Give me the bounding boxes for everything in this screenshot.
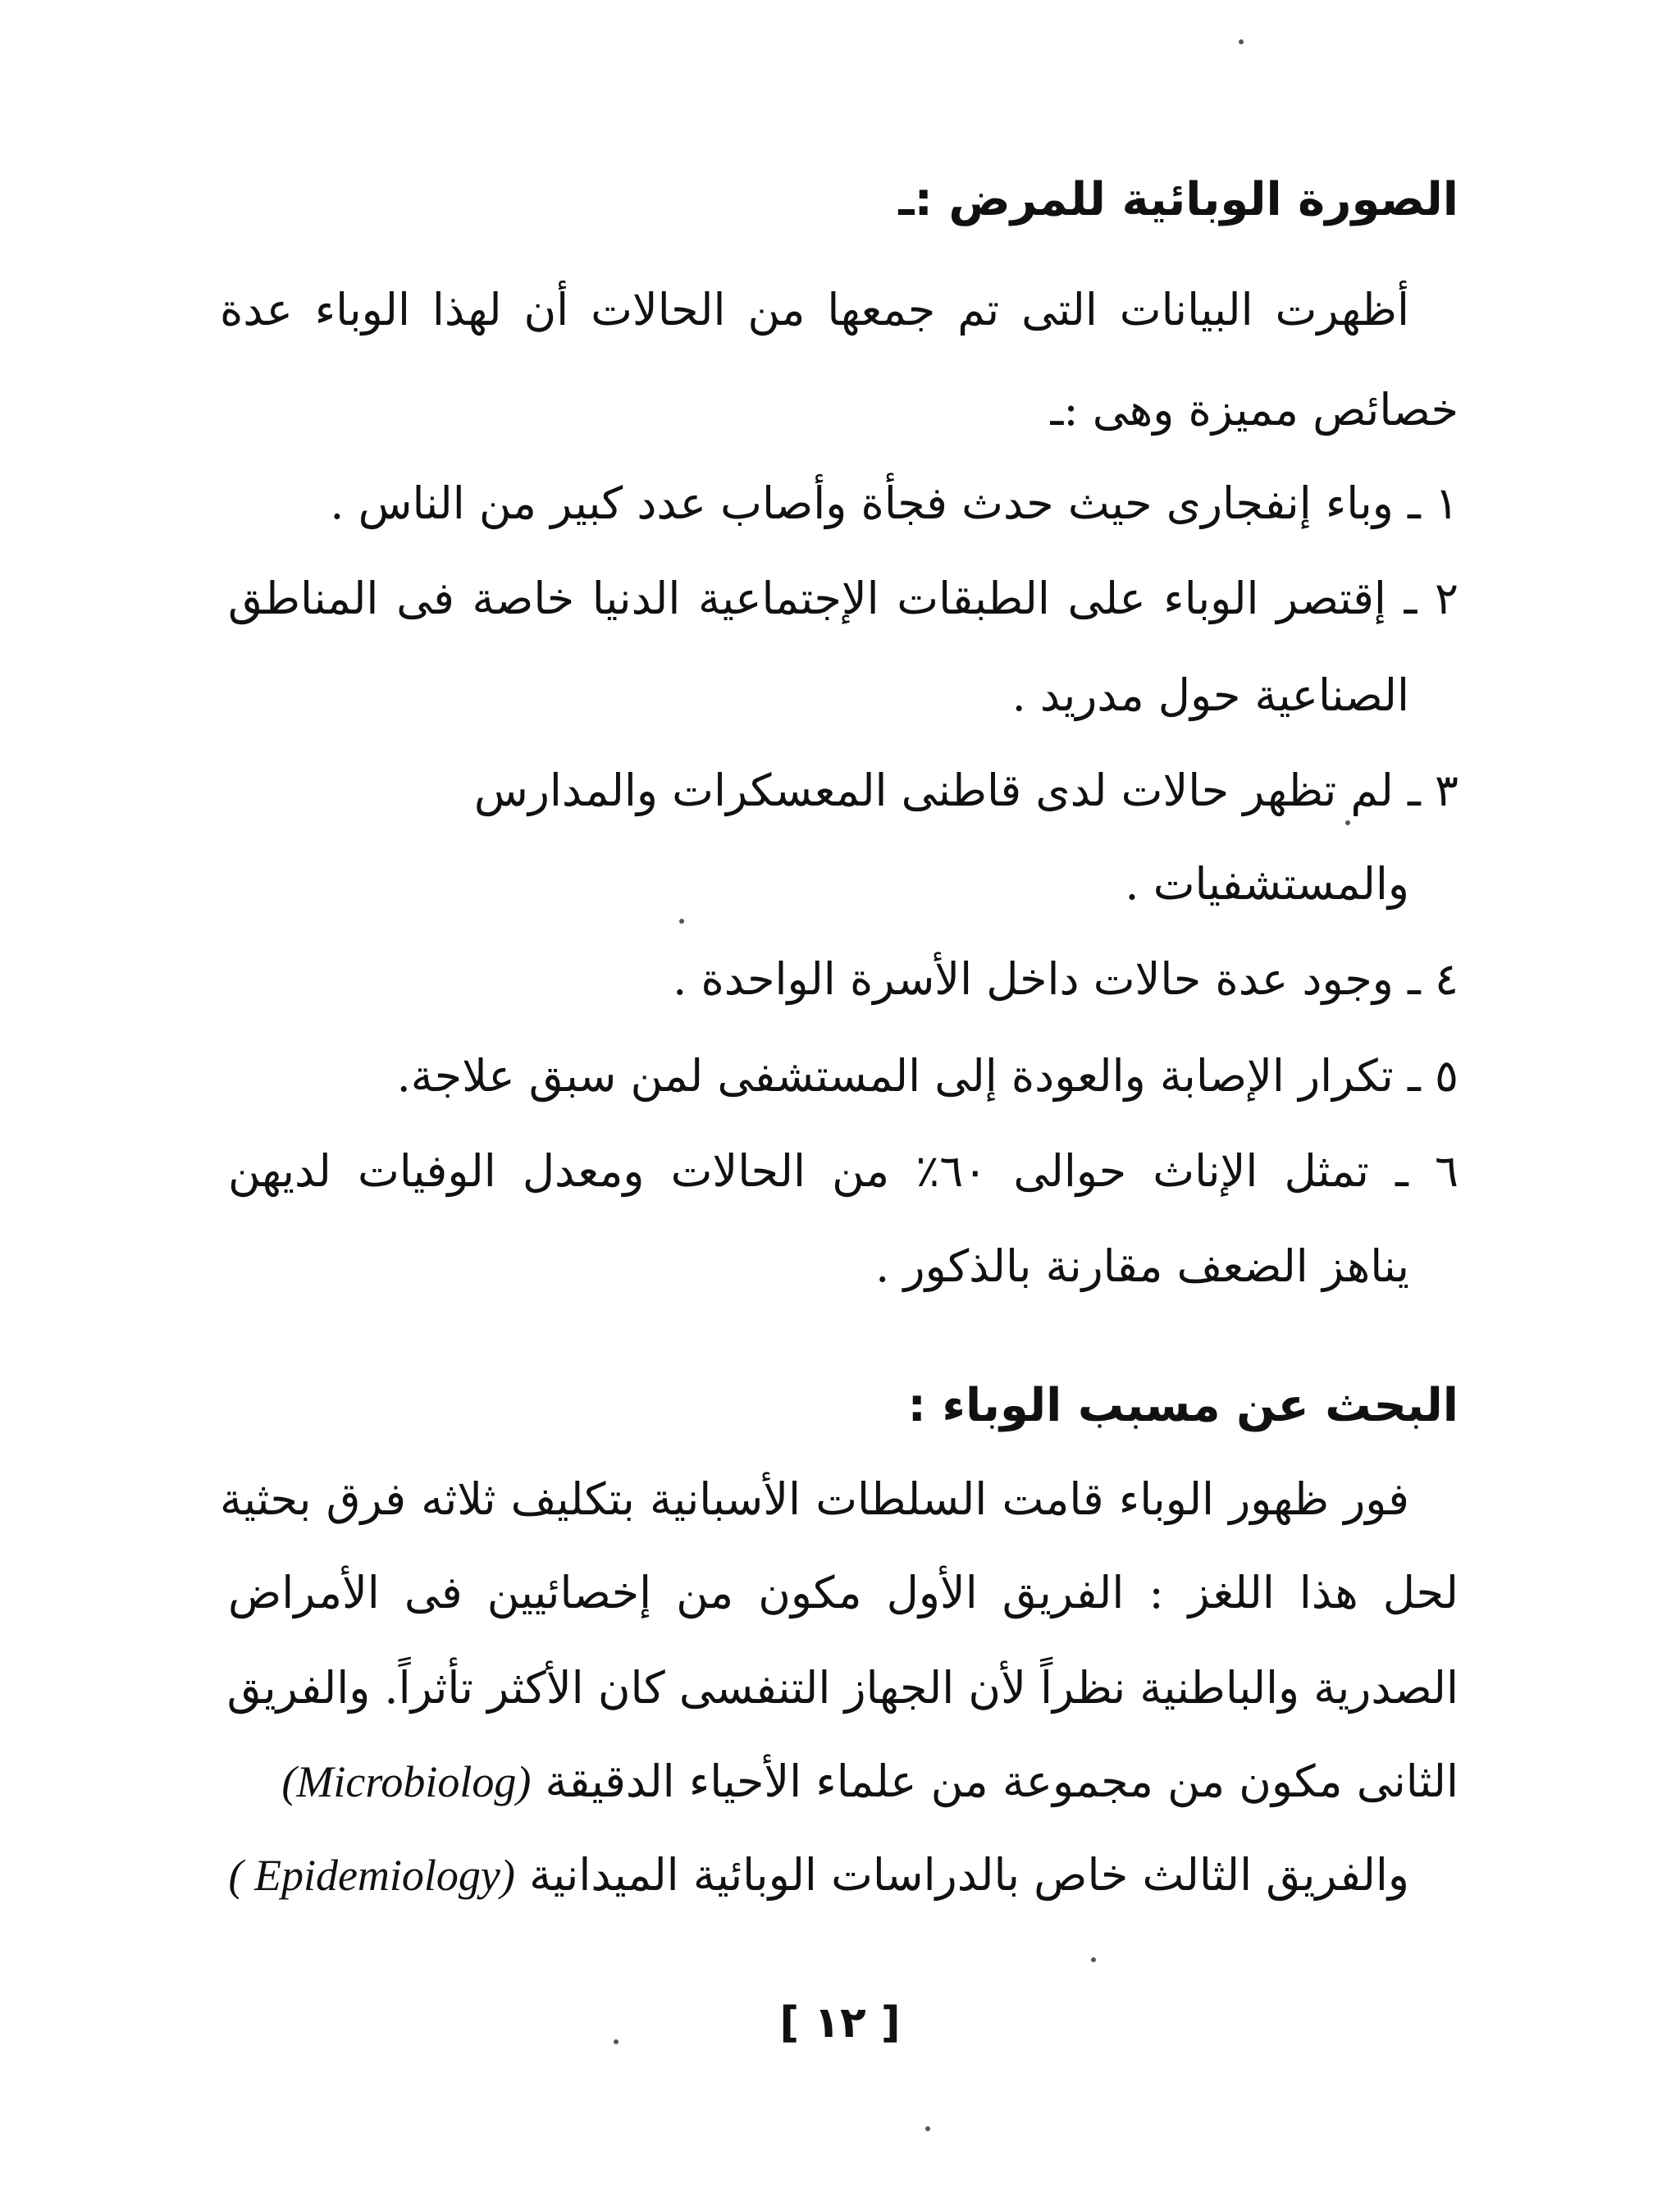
paragraph-line-5 bbox=[179, 1846, 1409, 1905]
latin-term-microbiolog: (Microbiolog) bbox=[281, 1757, 532, 1806]
scan-speck bbox=[614, 2039, 619, 2044]
list-item-2: ٢ ـ إقتصر الوباء على الطبقات الإجتماعية الدنيا خاصة فى المناطق bbox=[228, 573, 1459, 624]
paragraph-line-3: الصدرية والباطنية نظراً لأن الجهاز التنفسى كان الأكثر تأثراً. والفريق bbox=[226, 1662, 1459, 1714]
scan-speck bbox=[1345, 820, 1350, 825]
paragraph-line-2: لحل هذا اللغز : الفريق الأول مكون من إخصائيين فى الأمراض bbox=[228, 1567, 1459, 1619]
list-item-6: ٦ ـ تمثل الإناث حوالى ٦٠٪ من الحالات ومعدل الوفيات لديهن bbox=[228, 1145, 1459, 1197]
page-number: [ ١٢ ] bbox=[779, 1998, 901, 2048]
paragraph-line-1: فور ظهور الوباء قامت السلطات الأسبانية بتكليف ثلاثه فرق بحثية bbox=[220, 1473, 1409, 1525]
section-heading-epidemiological-picture: الصورة الوبائية للمرض :ـ bbox=[898, 173, 1459, 226]
scan-speck bbox=[925, 2126, 930, 2131]
intro-line-2: خصائص مميزة وهى :ـ bbox=[1050, 384, 1459, 436]
list-item-6-continuation: يناهز الضعف مقارنة بالذكور . bbox=[875, 1240, 1409, 1292]
section-heading-cause-search: البحث عن مسبب الوباء : bbox=[907, 1379, 1459, 1432]
list-item-1: ١ ـ وباء إنفجارى حيث حدث فجأة وأصاب عدد كبير من الناس . bbox=[330, 477, 1459, 529]
scan-speck bbox=[679, 919, 684, 924]
paragraph-line-4-arabic: الثانى مكون من مجموعة من علماء الأحياء الدقيقة bbox=[545, 1756, 1459, 1807]
scan-speck bbox=[1239, 39, 1244, 44]
list-item-3-continuation: والمستشفيات . bbox=[1125, 858, 1409, 910]
latin-term-epidemiology: ( Epidemiology) bbox=[228, 1851, 515, 1900]
intro-line-1: أظهرت البيانات التى تم جمعها من الحالات أن لهذا الوباء عدة bbox=[220, 284, 1409, 336]
list-item-2-continuation: الصناعية حول مدريد . bbox=[1011, 669, 1409, 721]
list-item-4: ٤ ـ وجود عدة حالات داخل الأسرة الواحدة . bbox=[673, 953, 1459, 1005]
scan-speck bbox=[1091, 1957, 1096, 1962]
list-item-5: ٥ ـ تكرار الإصابة والعودة إلى المستشفى لمن سبق علاجة. bbox=[396, 1050, 1459, 1102]
list-item-3: ٣ ـ لم تظهر حالات لدى قاطنى المعسكرات والمدارس bbox=[473, 765, 1459, 816]
paragraph-line-4 bbox=[228, 1752, 1459, 1811]
paragraph-line-5-arabic: والفريق الثالث خاص بالدراسات الوبائية الميدانية bbox=[529, 1849, 1409, 1901]
